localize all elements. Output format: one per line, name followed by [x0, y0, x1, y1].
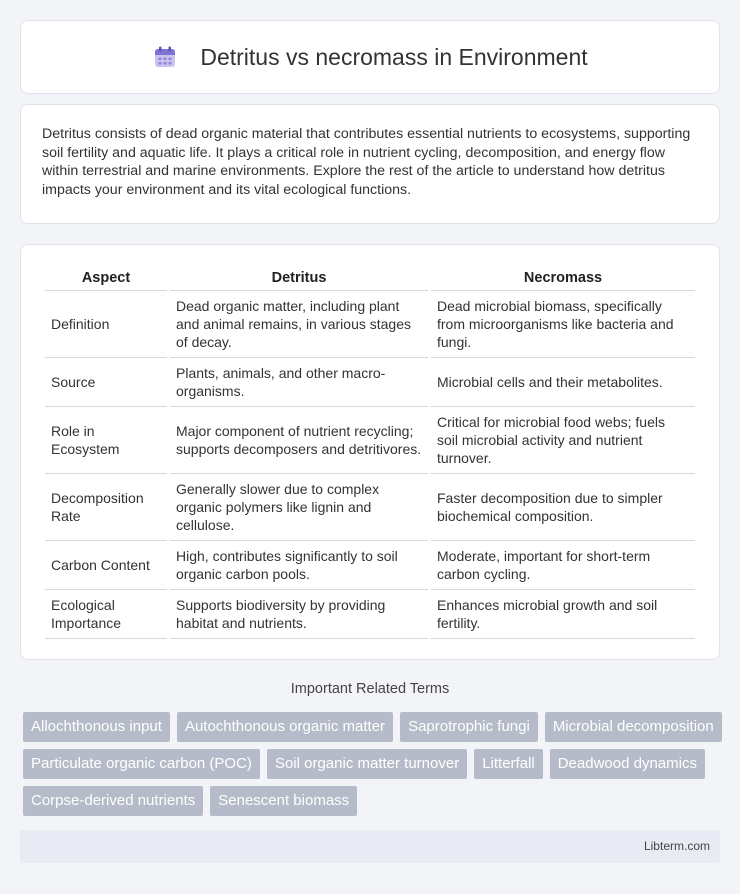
cell-aspect: Ecological Importance	[45, 590, 167, 639]
related-term-tag[interactable]: Autochthonous organic matter	[177, 712, 393, 742]
related-term-tag[interactable]: Litterfall	[474, 749, 543, 779]
comparison-table	[42, 265, 698, 639]
cell-detritus: Dead organic matter, including plant and animal remains, in various stages of decay.	[170, 291, 428, 358]
header-necromass: Necromass	[431, 265, 695, 291]
table-row	[45, 291, 695, 358]
related-term-tag[interactable]: Allochthonous input	[23, 712, 170, 742]
footer-site-link[interactable]: Libterm.com	[643, 839, 710, 853]
related-terms-list	[23, 712, 723, 816]
calendar-icon	[152, 44, 178, 70]
table-row	[45, 590, 695, 639]
table-row	[45, 407, 695, 474]
cell-detritus: Major component of nutrient recycling; supports decomposers and detritivores.	[170, 407, 428, 474]
related-term-tag[interactable]: Saprotrophic fungi	[400, 712, 538, 742]
cell-aspect: Source	[45, 358, 167, 407]
cell-aspect: Role in Ecosystem	[45, 407, 167, 474]
cell-necromass: Faster decomposition due to simpler biochemical composition.	[431, 474, 695, 541]
cell-detritus: Supports biodiversity by providing habitat and nutrients.	[170, 590, 428, 639]
cell-necromass: Dead microbial biomass, specifically from microorganisms like bacteria and fungi.	[431, 291, 695, 358]
header-detritus: Detritus	[170, 265, 428, 291]
header-aspect: Aspect	[45, 265, 167, 291]
footer	[20, 830, 720, 863]
cell-aspect: Decomposition Rate	[45, 474, 167, 541]
cell-necromass: Enhances microbial growth and soil fertility.	[431, 590, 695, 639]
related-term-tag[interactable]: Microbial decomposition	[545, 712, 722, 742]
related-term-tag[interactable]: Particulate organic carbon (POC)	[23, 749, 260, 779]
related-term-tag[interactable]: Soil organic matter turnover	[267, 749, 467, 779]
comparison-table-card	[20, 244, 720, 660]
cell-necromass: Critical for microbial food webs; fuels soil microbial activity and nutrient turnover.	[431, 407, 695, 474]
related-term-tag[interactable]: Deadwood dynamics	[550, 749, 705, 779]
related-term-tag[interactable]: Corpse-derived nutrients	[23, 786, 203, 816]
cell-aspect: Carbon Content	[45, 541, 167, 590]
table-row	[45, 358, 695, 407]
page-title: Detritus vs necromass in Environment	[200, 43, 588, 70]
related-terms-title: Important Related Terms	[290, 681, 450, 697]
intro-text: Detritus consists of dead organic material that contributes essential nutrients to ecosystems, supporting soil fertility and aquatic life. It plays a critical role in nutrient cycling, decomposition, and energy flow within terrestrial and marine environments. Explore the rest of the article to understand how detritus impacts your environment and its vital ecological functions.	[42, 126, 691, 198]
related-term-tag[interactable]: Senescent biomass	[210, 786, 357, 816]
table-row	[45, 541, 695, 590]
cell-detritus: High, contributes significantly to soil organic carbon pools.	[170, 541, 428, 590]
table-row	[45, 474, 695, 541]
cell-aspect: Definition	[45, 291, 167, 358]
cell-necromass: Microbial cells and their metabolites.	[431, 358, 695, 407]
table-header-row	[45, 265, 695, 291]
title-card	[20, 20, 720, 94]
cell-detritus: Plants, animals, and other macro-organisms.	[170, 358, 428, 407]
cell-necromass: Moderate, important for short-term carbon cycling.	[431, 541, 695, 590]
intro-card	[20, 104, 720, 224]
cell-detritus: Generally slower due to complex organic polymers like lignin and cellulose.	[170, 474, 428, 541]
